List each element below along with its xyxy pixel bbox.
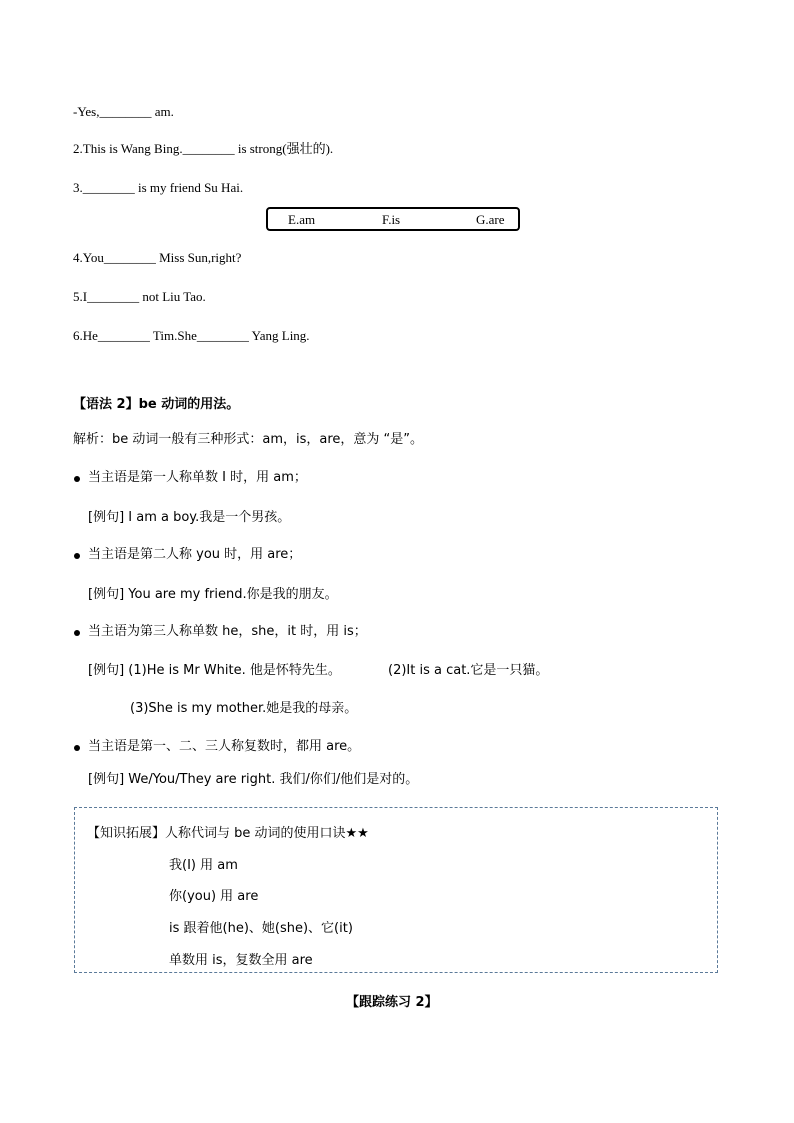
- grammar-heading-prefix: 【语法 2】: [73, 397, 139, 412]
- knowledge-line-4: 单数用 is，复数全用 are: [169, 953, 313, 968]
- bullet-icon: [74, 745, 80, 751]
- grammar-analysis: 解析：be 动词一般有三种形式：am，is，are，意为 “是”。: [73, 432, 424, 447]
- q1-answer-line: -Yes,________ am.: [73, 104, 174, 119]
- question-2: 2.This is Wang Bing.________ is strong(强壮的).: [73, 141, 334, 156]
- bullet-icon: [74, 630, 80, 636]
- example-3a: [例句] (1)He is Mr White. 他是怀特先生。: [88, 663, 341, 678]
- example-3b: (2)It is a cat.它是一只猫。: [388, 663, 549, 678]
- options-box: [266, 207, 520, 231]
- practice-heading: 【跟踪练习 2】: [346, 995, 438, 1010]
- grammar-heading-text: be 动词的用法。: [138, 397, 240, 412]
- grammar-heading: [73, 396, 239, 413]
- knowledge-line-2: 你(you) 用 are: [169, 889, 259, 904]
- rule-4: 当主语是第一、二、三人称复数时，都用 are。: [88, 739, 361, 754]
- rule-2: 当主语是第二人称 you 时，用 are；: [88, 547, 302, 562]
- knowledge-line-3: is 跟着他(he)、她(she)、它(it): [169, 921, 353, 936]
- option-g: G.are: [476, 212, 505, 227]
- bullet-icon: [74, 476, 80, 482]
- option-e: E.am: [288, 212, 316, 227]
- knowledge-title: 【知识拓展】人称代词与 be 动词的使用口诀★★: [87, 826, 369, 841]
- question-4: 4.You________ Miss Sun,right?: [73, 250, 242, 265]
- knowledge-line-1: 我(I) 用 am: [169, 858, 238, 873]
- question-6: 6.He________ Tim.She________ Yang Ling.: [73, 328, 310, 343]
- rule-3: 当主语为第三人称单数 he，she，it 时，用 is；: [88, 624, 367, 639]
- knowledge-box: [74, 807, 718, 973]
- question-5: 5.I________ not Liu Tao.: [73, 289, 206, 304]
- question-3: 3.________ is my friend Su Hai.: [73, 180, 244, 195]
- bullet-icon: [74, 553, 80, 559]
- rule-1: 当主语是第一人称单数 I 时，用 am；: [88, 470, 307, 485]
- example-4: [例句] We/You/They are right. 我们/你们/他们是对的。: [88, 772, 419, 787]
- example-1: [例句] I am a boy.我是一个男孩。: [88, 510, 291, 525]
- example-3c: (3)She is my mother.她是我的母亲。: [130, 701, 358, 716]
- option-f: F.is: [382, 212, 401, 227]
- example-2: [例句] You are my friend.你是我的朋友。: [88, 587, 338, 602]
